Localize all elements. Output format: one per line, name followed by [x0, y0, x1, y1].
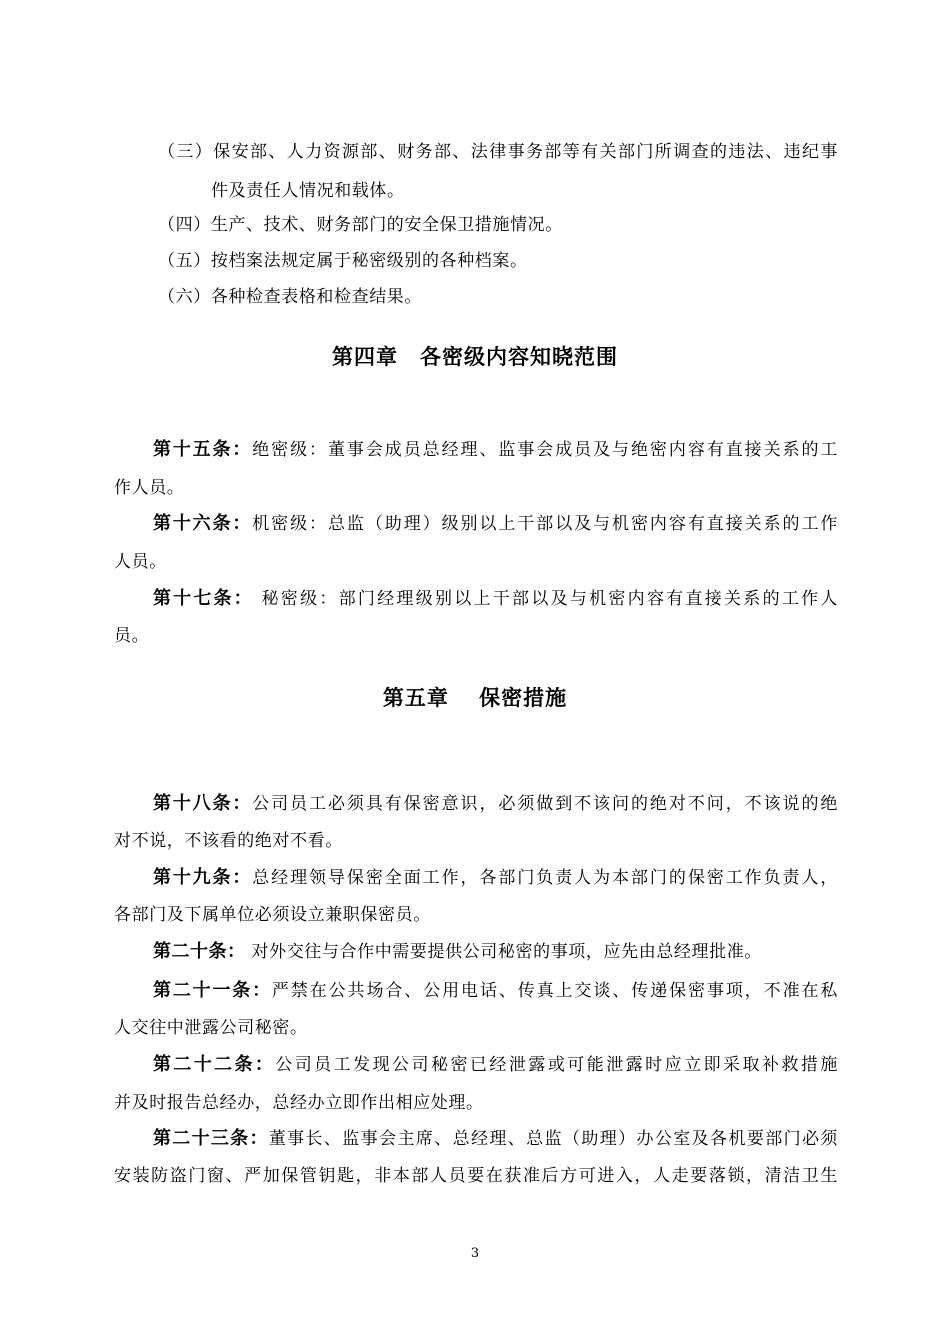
article-text: 公司员工发现公司秘密已经泄露或可能泄露时应立即采取补救措施 [275, 1055, 839, 1075]
list-item [158, 140, 838, 164]
article-continuation: 作人员。 [114, 478, 185, 498]
article-line [153, 792, 838, 816]
article-line [153, 438, 838, 462]
article-line [153, 866, 838, 890]
article-label: 第二十二条： [153, 1054, 276, 1075]
article-line [153, 587, 838, 611]
list-item [158, 285, 422, 309]
article-label: 第二十一条： [153, 980, 272, 1001]
article-text: 秘密级：部门经理级别以上干部以及与机密内容有直接关系的工作人 [253, 589, 838, 609]
article-text: 机密级：总监（助理）级别以上干部以及与机密内容有直接关系的工作 [252, 514, 838, 534]
article-text: 对外交往与合作中需要提供公司秘密的事项，应先由总经理批准。 [245, 942, 762, 962]
article-continuation: 对不说，不该看的绝对不看。 [114, 831, 343, 851]
article-continuation: 各部门及下属单位必须设立兼职保密员。 [114, 905, 431, 925]
article-text: 公司员工必须具有保密意识，必须做到不该问的绝对不问，不该说的绝 [252, 794, 838, 814]
page-number: 3 [470, 1246, 480, 1261]
list-marker: （三） [158, 142, 214, 162]
list-item [158, 213, 563, 237]
article-label: 第二十三条： [153, 1128, 269, 1149]
article-label: 第二十条： [153, 941, 246, 962]
article-label: 第十六条： [153, 513, 253, 534]
article-continuation: 安装防盗门窗、严加保管钥匙，非本部人员要在获准后方可进入，人走要落锁，清洁卫生 [114, 1166, 838, 1186]
article-continuation: 人员。 [114, 552, 167, 572]
list-marker: （六） [158, 287, 211, 307]
article-line [153, 1053, 838, 1077]
article-line [153, 940, 762, 964]
article-continuation: 人交往中泄露公司秘密。 [114, 1018, 308, 1038]
list-text: 保安部、人力资源部、财务部、法律事务部等有关部门所调查的违法、违纪事 [213, 142, 838, 162]
list-item [158, 249, 528, 273]
list-text: 按档案法规定属于秘密级别的各种档案。 [210, 251, 528, 271]
article-label: 第十五条： [153, 439, 253, 460]
article-text: 总经理领导保密全面工作，各部门负责人为本部门的保密工作负责人， [252, 868, 838, 888]
article-text: 董事长、监事会主席、总经理、总监（助理）办公室及各机要部门必须 [268, 1129, 838, 1149]
article-continuation: 并及时报告总经办，总经办立即作出相应处理。 [114, 1093, 484, 1113]
article-label: 第十九条： [153, 867, 253, 888]
chapter-heading: 第五章 保密措施 [382, 686, 568, 710]
chapter-heading: 第四章 各密级内容知晓范围 [332, 345, 618, 369]
article-label: 第十八条： [153, 793, 253, 814]
article-line [153, 1127, 838, 1151]
article-text: 严禁在公共场合、公用电话、传真上交谈、传递保密事项，不准在私 [271, 981, 839, 1001]
article-line [153, 979, 838, 1003]
list-marker: （五） [158, 251, 211, 271]
list-item-continuation: 件及责任人情况和载体。 [211, 181, 405, 201]
article-continuation: 员。 [114, 626, 150, 646]
article-line [153, 512, 838, 536]
list-text: 各种检查表格和检查结果。 [210, 287, 423, 307]
list-text: 生产、技术、财务部门的安全保卫措施情况。 [210, 215, 563, 235]
list-marker: （四） [158, 215, 211, 235]
article-text: 绝密级：董事会成员总经理、监事会成员及与绝密内容有直接关系的工 [252, 440, 838, 460]
article-label: 第十七条： [153, 588, 254, 609]
